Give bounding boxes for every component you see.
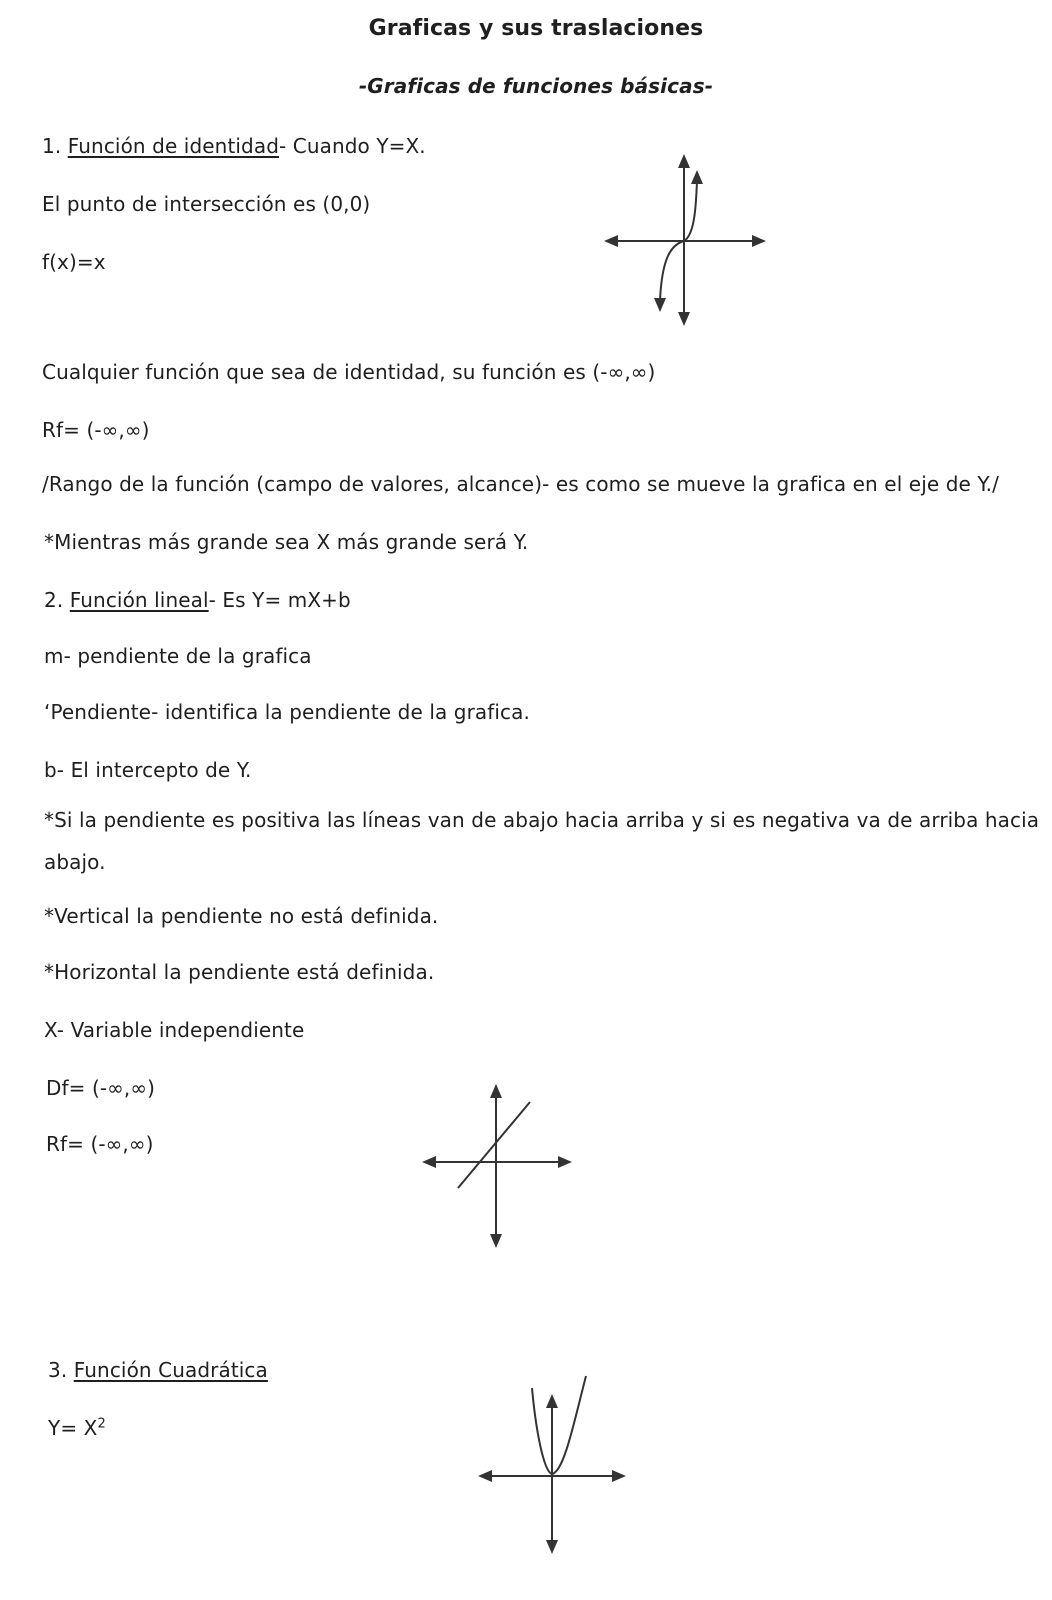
section-1-line: f(x)=x	[42, 250, 106, 274]
section-2-line: b- El intercepto de Y.	[44, 758, 252, 782]
section-1-line: El punto de intersección es (0,0)	[42, 192, 371, 216]
page-subtitle: -Graficas de funciones básicas-	[358, 74, 714, 98]
x-axis-right-arrow	[752, 235, 766, 247]
quadratic-function-graph	[474, 1372, 634, 1562]
section-2-line: X- Variable independiente	[44, 1018, 305, 1042]
formula-base: Y= X	[48, 1416, 98, 1440]
y-axis-down-arrow	[546, 1540, 558, 1554]
section-1-heading	[42, 134, 426, 158]
y-axis-up-arrow	[678, 154, 690, 168]
x-axis-left-arrow	[478, 1470, 492, 1482]
y-axis-up-arrow	[490, 1084, 502, 1098]
x-axis-left-arrow	[604, 235, 618, 247]
x-axis-right-arrow	[558, 1156, 572, 1168]
section-3-heading	[48, 1358, 268, 1382]
section-1-line: *Mientras más grande sea X más grande será Y.	[44, 530, 529, 554]
linear-function-graph	[418, 1080, 578, 1255]
section-1-line: /Rango de la función (campo de valores, alcance)- es como se mueve la grafica en el eje de Y./	[42, 472, 999, 496]
section-1-heading-rest: - Cuando Y=X.	[278, 134, 426, 158]
section-2-heading-rest: - Es Y= mX+b	[208, 588, 351, 612]
curve-up-arrow	[691, 170, 703, 184]
page-title: Graficas y sus traslaciones	[368, 16, 704, 41]
section-1-title: Función de identidad	[67, 134, 279, 158]
section-2-heading	[44, 588, 351, 612]
section-2-line: *Vertical la pendiente no está definida.	[44, 904, 439, 928]
parabola-curve	[532, 1376, 586, 1474]
section-2-number: 2.	[44, 588, 64, 612]
y-axis-down-arrow	[678, 312, 690, 326]
identity-function-graph	[600, 150, 770, 330]
section-2-line: ‘Pendiente- identifica la pendiente de la grafica.	[44, 700, 530, 724]
y-axis-down-arrow	[490, 1234, 502, 1248]
section-1-number: 1.	[42, 134, 62, 158]
section-2-line: Df= (-∞,∞)	[46, 1076, 156, 1100]
quadratic-formula	[48, 1416, 106, 1440]
curve-down-arrow	[654, 298, 666, 312]
section-1-line: Cualquier función que sea de identidad, su función es (-∞,∞)	[42, 360, 656, 384]
y-axis-up-arrow	[546, 1394, 558, 1408]
section-2-line: *Horizontal la pendiente está definida.	[44, 960, 435, 984]
linear-line	[458, 1102, 530, 1188]
x-axis-right-arrow	[612, 1470, 626, 1482]
section-1-line: Rf= (-∞,∞)	[42, 418, 150, 442]
section-2-title: Función lineal	[69, 588, 209, 612]
section-2-line: abajo.	[44, 850, 106, 874]
section-2-line: m- pendiente de la grafica	[44, 644, 312, 668]
formula-exponent: 2	[97, 1416, 106, 1432]
section-3-number: 3.	[48, 1358, 68, 1382]
section-2-line: *Si la pendiente es positiva las líneas van de abajo hacia arriba y si es negativa va de arriba hacia	[44, 808, 1040, 832]
section-2-line: Rf= (-∞,∞)	[46, 1132, 154, 1156]
section-3-title: Función Cuadrática	[73, 1358, 268, 1382]
x-axis-left-arrow	[422, 1156, 436, 1168]
